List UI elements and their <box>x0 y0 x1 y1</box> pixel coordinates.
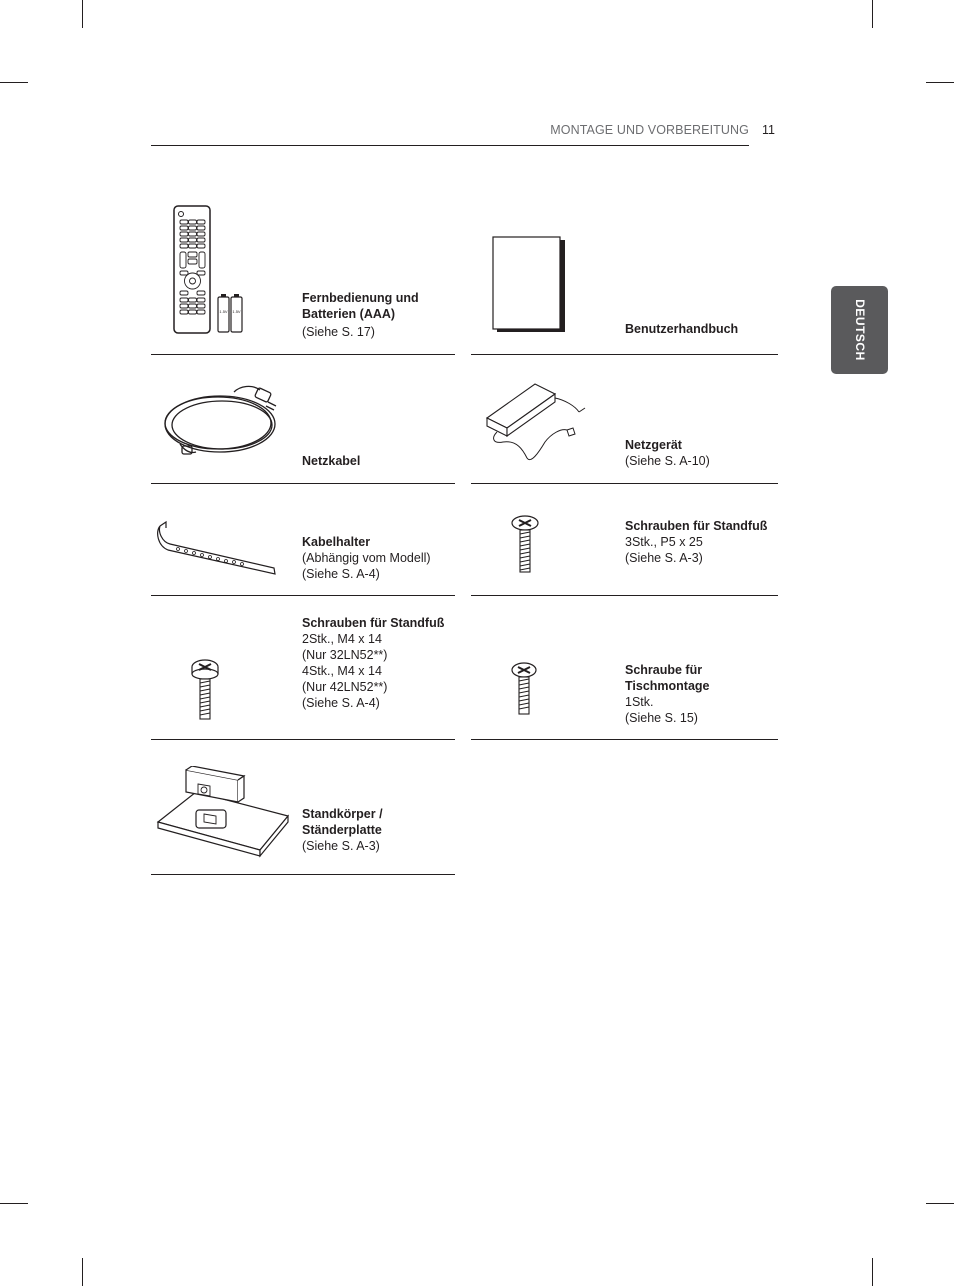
item-detail: 2Stk., M4 x 14 <box>302 632 382 646</box>
crop-mark <box>872 0 873 28</box>
item-title: Netzkabel <box>302 454 361 468</box>
item-detail: 1Stk. <box>625 695 654 709</box>
item-detail: (Siehe S. A-4) <box>302 696 380 710</box>
row-divider <box>471 354 778 355</box>
item-title: Standkörper / Ständerplatte <box>302 807 383 837</box>
crop-mark <box>82 1258 83 1286</box>
item-detail: 3Stk., P5 x 25 <box>625 535 703 549</box>
crop-mark <box>82 0 83 28</box>
item-detail: (Abhängig vom Modell) <box>302 551 431 565</box>
row-divider <box>151 874 455 875</box>
item-caption <box>625 437 775 469</box>
item-title: Benutzerhandbuch <box>625 322 739 336</box>
item-title: Fernbedienung und Batterien (AAA) <box>302 291 419 321</box>
crop-mark <box>926 1203 954 1204</box>
crop-mark <box>926 82 954 83</box>
item-title: Netzgerät <box>625 438 682 452</box>
battery-label: 1.5V <box>219 309 228 314</box>
item-title: Schrauben für Standfuß <box>302 616 445 630</box>
item-caption <box>302 615 452 711</box>
section-title: MONTAGE UND VORBEREITUNG <box>550 123 749 137</box>
item-title: Kabelhalter <box>302 535 371 549</box>
item-detail: (Siehe S. A-10) <box>625 454 710 468</box>
item-caption <box>625 662 775 726</box>
item-detail: (Siehe S. A-3) <box>625 551 703 565</box>
item-detail: (Siehe S. A-4) <box>302 567 380 581</box>
item-caption <box>625 321 775 337</box>
page-header <box>151 123 749 146</box>
power-adapter-illustration <box>483 380 589 466</box>
item-detail: (Nur 42LN52**) <box>302 680 388 694</box>
power-cord-illustration <box>160 382 290 462</box>
item-detail: (Siehe S. A-3) <box>302 839 380 853</box>
item-title: Schrauben für Standfuß <box>625 519 768 533</box>
item-detail: (Nur 32LN52**) <box>302 648 388 662</box>
battery-label: 1.5V <box>232 309 241 314</box>
row-divider <box>151 354 455 355</box>
item-detail: 4Stk., M4 x 14 <box>302 664 382 678</box>
item-caption <box>302 806 452 854</box>
row-divider <box>471 595 778 596</box>
page-number: 11 <box>762 123 775 137</box>
language-tab <box>831 286 888 374</box>
screw-illustration <box>190 658 220 722</box>
row-divider <box>151 739 455 740</box>
item-detail: (Siehe S. 15) <box>625 711 698 725</box>
item-detail: (Siehe S. 17) <box>302 325 375 339</box>
crop-mark <box>0 1203 28 1204</box>
row-divider <box>151 483 455 484</box>
item-caption <box>625 518 775 566</box>
screw-illustration <box>510 661 538 717</box>
row-divider <box>471 483 778 484</box>
cable-holder-illustration <box>156 518 280 578</box>
item-title: Schraube für Tischmontage <box>625 663 710 693</box>
row-divider <box>151 595 455 596</box>
manual-illustration <box>492 236 568 334</box>
crop-mark <box>872 1258 873 1286</box>
stand-illustration <box>156 766 292 860</box>
row-divider <box>471 739 778 740</box>
screw-illustration <box>510 514 540 576</box>
remote-control-illustration <box>170 205 250 335</box>
item-caption <box>302 453 452 469</box>
language-tab-label: DEUTSCH <box>852 299 867 361</box>
item-caption <box>302 534 452 582</box>
crop-mark <box>0 82 28 83</box>
item-caption <box>302 290 452 340</box>
